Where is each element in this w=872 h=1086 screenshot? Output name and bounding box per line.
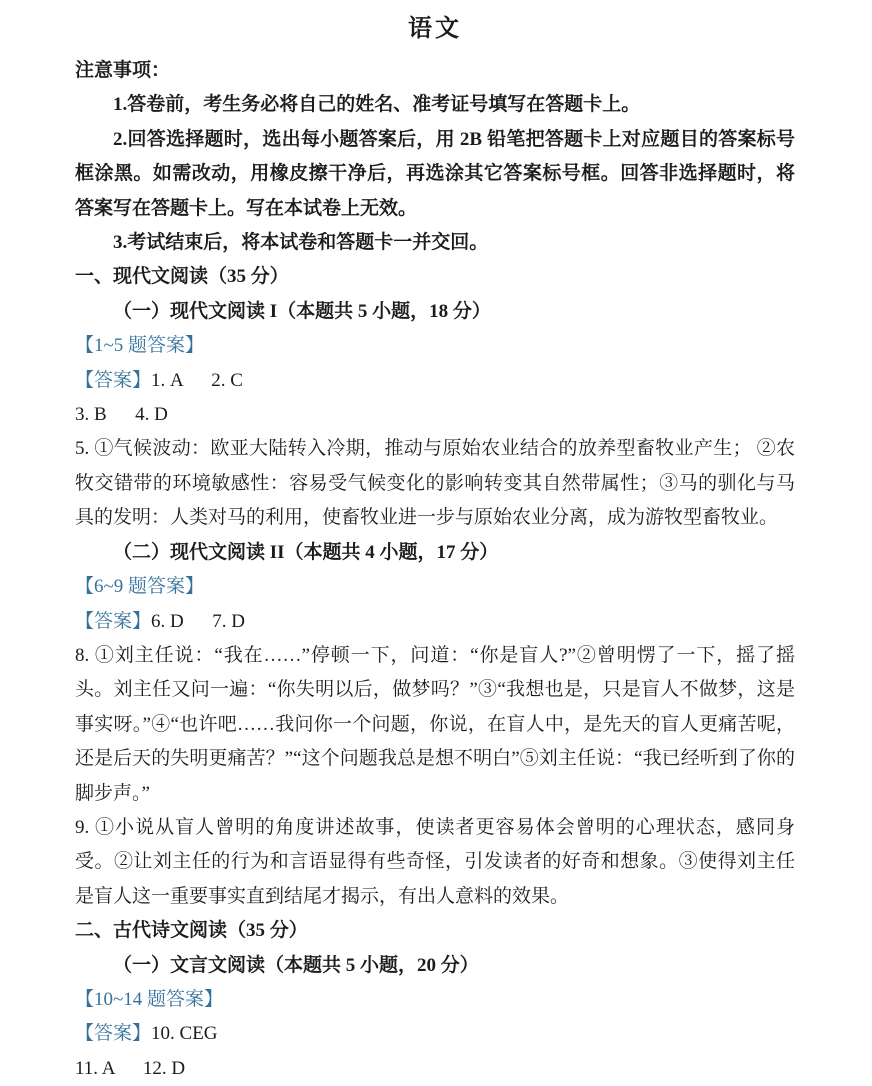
answers-line-6-7 bbox=[75, 605, 795, 639]
answer-label: 【答案】 bbox=[75, 369, 152, 391]
answers-line-1-2 bbox=[75, 364, 795, 398]
answers-line-11-12: 11. A 12. D bbox=[75, 1057, 186, 1079]
answer-q9: 9. ①小说从盲人曾明的角度讲述故事，使读者更容易体会曾明的心理状态，感同身受。②让刘主任的行为和言语显得有些奇怪，引发读者的好奇和想象。③使得刘主任是盲人这一重要事实直到结尾才揭示，有出人意料的效果。 bbox=[75, 816, 795, 907]
answer-values-1-2: 1. A 2. C bbox=[151, 369, 243, 391]
answer-label: 【答案】 bbox=[75, 1023, 152, 1045]
answers-range-header-10-14: 【10~14 题答案】 bbox=[75, 988, 224, 1010]
answer-q5: 5. ①气候波动：欧亚大陆转入冷期，推动与原始农业结合的放养型畜牧业产生； ②农牧交错带的环境敏感性：容易受气候变化的影响转变其自然带属性；③马的驯化与马具的发明：人类对马的利用，使畜牧业进一步与原始农业分离，成为游牧型畜牧业。 bbox=[75, 438, 795, 529]
section-1-part-2-heading: （二）现代文阅读 II（本题共 4 小题，17 分） bbox=[113, 541, 499, 563]
page-title: 语文 bbox=[408, 16, 462, 42]
answers-range-header-6-9: 【6~9 题答案】 bbox=[75, 576, 205, 598]
section-1-part-1-heading: （一）现代文阅读 I（本题共 5 小题，18 分） bbox=[113, 300, 491, 322]
answer-q8: 8. ①刘主任说：“我在……”停顿一下，问道：“你是盲人?”②曾明愣了一下，摇了摇头。刘主任又问一遍：“你失明以后，做梦吗？”③“我想也是，只是盲人不做梦，这是事实呀。”④“也许吧……我问你一个问题，你说，在盲人中，是先天的盲人更痛苦呢，还是后天的失明更痛苦？”“这个问题我总是想不明白”⑤刘主任说：“我已经听到了你的脚步声。” bbox=[75, 644, 795, 804]
answer-values-10: 10. CEG bbox=[151, 1023, 218, 1045]
answers-range-header-1-5: 【1~5 题答案】 bbox=[75, 335, 205, 357]
notice-item-3: 3.考试结束后，将本试卷和答题卡一并交回。 bbox=[113, 232, 489, 254]
section-1-heading: 一、现代文阅读（35 分） bbox=[75, 266, 289, 288]
notice-item-1: 1.答卷前，考生务必将自己的姓名、准考证号填写在答题卡上。 bbox=[113, 94, 641, 116]
notice-item-2: 2.回答选择题时，选出每小题答案后，用 2B 铅笔把答题卡上对应题目的答案标号框涂黑。如需改动，用橡皮擦干净后，再选涂其它答案标号框。回答非选择题时，将答案写在答题卡上。写在本试卷上无效。 bbox=[75, 128, 795, 219]
answers-line-10 bbox=[75, 1017, 795, 1051]
answers-line-3-4: 3. B 4. D bbox=[75, 404, 168, 426]
notice-heading: 注意事项： bbox=[75, 60, 171, 81]
answer-label: 【答案】 bbox=[75, 610, 152, 632]
answer-values-6-7: 6. D 7. D bbox=[151, 610, 245, 632]
section-2-part-1-heading: （一）文言文阅读（本题共 5 小题，20 分） bbox=[113, 954, 479, 976]
section-2-heading: 二、古代诗文阅读（35 分） bbox=[75, 920, 308, 942]
